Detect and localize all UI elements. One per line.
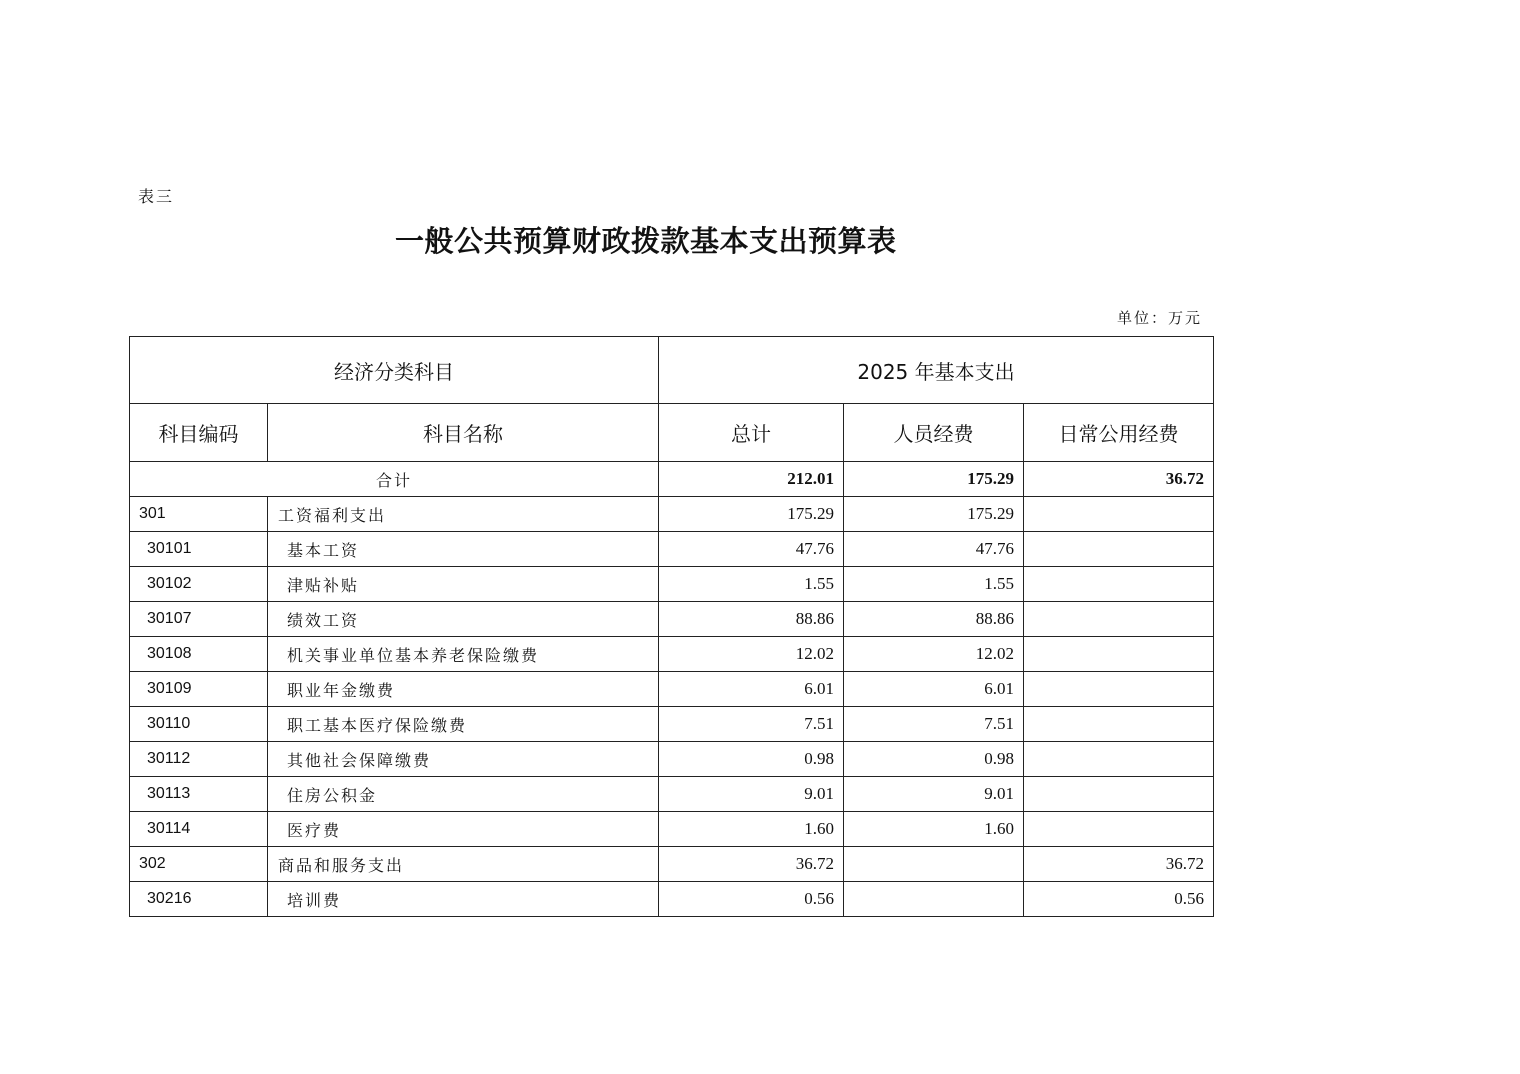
row-total: 9.01 (659, 777, 844, 812)
table-row (130, 532, 1214, 567)
table-row (130, 847, 1214, 882)
row-public (1024, 777, 1214, 812)
total-row-label: 合计 (130, 462, 659, 497)
row-public (1024, 742, 1214, 777)
column-header-row (130, 404, 1214, 462)
row-public (1024, 707, 1214, 742)
unit-label: 单位：万元 (1116, 309, 1202, 327)
personnel-column-header: 人员经费 (844, 404, 1024, 462)
row-personnel: 7.51 (844, 707, 1024, 742)
table-row (130, 637, 1214, 672)
row-public (1024, 812, 1214, 847)
row-code: 302 (130, 847, 268, 882)
row-public (1024, 637, 1214, 672)
row-public: 36.72 (1024, 847, 1214, 882)
table-row (130, 812, 1214, 847)
row-code: 30107 (130, 602, 268, 637)
row-code: 30216 (130, 882, 268, 917)
row-total: 0.98 (659, 742, 844, 777)
row-name: 医疗费 (268, 812, 659, 847)
row-name: 机关事业单位基本养老保险缴费 (268, 637, 659, 672)
year-budget-group-header: 2025 年基本支出 (659, 337, 1214, 404)
row-code: 30112 (130, 742, 268, 777)
row-name: 商品和服务支出 (268, 847, 659, 882)
row-total: 47.76 (659, 532, 844, 567)
row-total: 1.55 (659, 567, 844, 602)
row-name: 津贴补贴 (268, 567, 659, 602)
total-column-header: 总计 (659, 404, 844, 462)
row-code: 30114 (130, 812, 268, 847)
row-public (1024, 672, 1214, 707)
public-column-header: 日常公用经费 (1024, 404, 1214, 462)
total-row (130, 462, 1214, 497)
row-personnel: 1.60 (844, 812, 1024, 847)
row-total: 1.60 (659, 812, 844, 847)
name-column-header: 科目名称 (268, 404, 659, 462)
row-public (1024, 532, 1214, 567)
row-code: 301 (130, 497, 268, 532)
row-code: 30108 (130, 637, 268, 672)
row-name: 其他社会保障缴费 (268, 742, 659, 777)
row-code: 30109 (130, 672, 268, 707)
row-name: 工资福利支出 (268, 497, 659, 532)
page-title: 一般公共预算财政拨款基本支出预算表 (395, 224, 897, 258)
row-code: 30101 (130, 532, 268, 567)
row-public (1024, 602, 1214, 637)
row-public (1024, 497, 1214, 532)
table-row (130, 882, 1214, 917)
row-total: 12.02 (659, 637, 844, 672)
table-row (130, 672, 1214, 707)
row-code: 30102 (130, 567, 268, 602)
code-column-header: 科目编码 (130, 404, 268, 462)
row-code: 30113 (130, 777, 268, 812)
row-total: 0.56 (659, 882, 844, 917)
table-label: 表三 (138, 187, 175, 206)
row-public (1024, 567, 1214, 602)
row-personnel: 88.86 (844, 602, 1024, 637)
row-personnel (844, 847, 1024, 882)
row-personnel (844, 882, 1024, 917)
row-name: 绩效工资 (268, 602, 659, 637)
row-name: 职业年金缴费 (268, 672, 659, 707)
table-row (130, 742, 1214, 777)
row-total: 7.51 (659, 707, 844, 742)
row-total: 6.01 (659, 672, 844, 707)
total-row-total: 212.01 (659, 462, 844, 497)
row-name: 住房公积金 (268, 777, 659, 812)
row-personnel: 1.55 (844, 567, 1024, 602)
row-personnel: 9.01 (844, 777, 1024, 812)
row-personnel: 0.98 (844, 742, 1024, 777)
table-row (130, 777, 1214, 812)
table-row (130, 567, 1214, 602)
row-personnel: 47.76 (844, 532, 1024, 567)
table-row (130, 707, 1214, 742)
category-group-header: 经济分类科目 (130, 337, 659, 404)
total-row-public: 36.72 (1024, 462, 1214, 497)
row-personnel: 175.29 (844, 497, 1024, 532)
table-row (130, 497, 1214, 532)
row-code: 30110 (130, 707, 268, 742)
row-name: 基本工资 (268, 532, 659, 567)
row-total: 36.72 (659, 847, 844, 882)
total-row-personnel: 175.29 (844, 462, 1024, 497)
row-total: 88.86 (659, 602, 844, 637)
group-header-row (130, 337, 1214, 404)
row-name: 培训费 (268, 882, 659, 917)
row-personnel: 12.02 (844, 637, 1024, 672)
table-row (130, 602, 1214, 637)
row-total: 175.29 (659, 497, 844, 532)
row-public: 0.56 (1024, 882, 1214, 917)
row-name: 职工基本医疗保险缴费 (268, 707, 659, 742)
budget-table (129, 336, 1214, 917)
row-personnel: 6.01 (844, 672, 1024, 707)
